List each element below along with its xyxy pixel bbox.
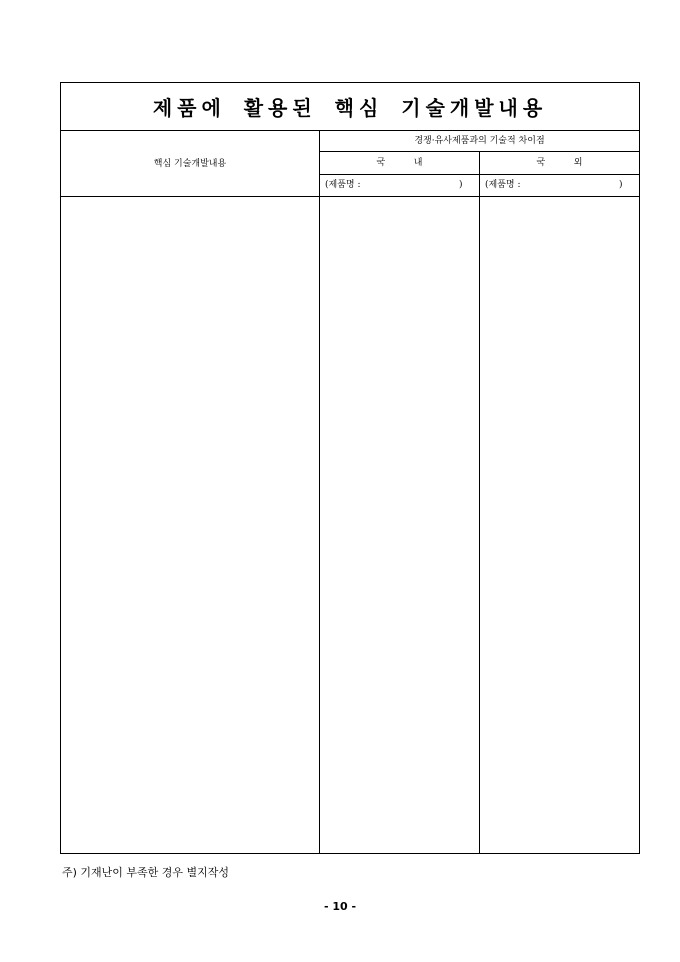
form-table xyxy=(60,82,640,854)
foreign-content-cell[interactable] xyxy=(480,197,639,853)
domestic-product-name-close: ) xyxy=(459,180,463,190)
page-number: - 10 - xyxy=(323,900,357,913)
domestic-header: 국 내 xyxy=(376,158,423,168)
foreign-product-name-close: ) xyxy=(619,180,623,190)
header-row-divider-2 xyxy=(319,174,639,175)
foreign-header: 국 외 xyxy=(536,158,583,168)
form-title: 제품에 활용된 핵심 기술개발내용 xyxy=(61,83,639,131)
domestic-content-cell[interactable] xyxy=(320,197,479,853)
domestic-product-name-label: (제품명 : xyxy=(325,180,361,190)
diff-column-header: 경쟁·유사제품과의 기술적 차이점 xyxy=(414,136,545,146)
main-content-cell[interactable] xyxy=(61,197,319,853)
foreign-product-name-label: (제품명 : xyxy=(485,180,521,190)
footnote: 주) 기재난이 부족한 경우 별지작성 xyxy=(62,866,230,879)
main-column-header: 핵심 기술개발내용 xyxy=(153,159,227,169)
header-row-divider-1 xyxy=(319,151,639,152)
